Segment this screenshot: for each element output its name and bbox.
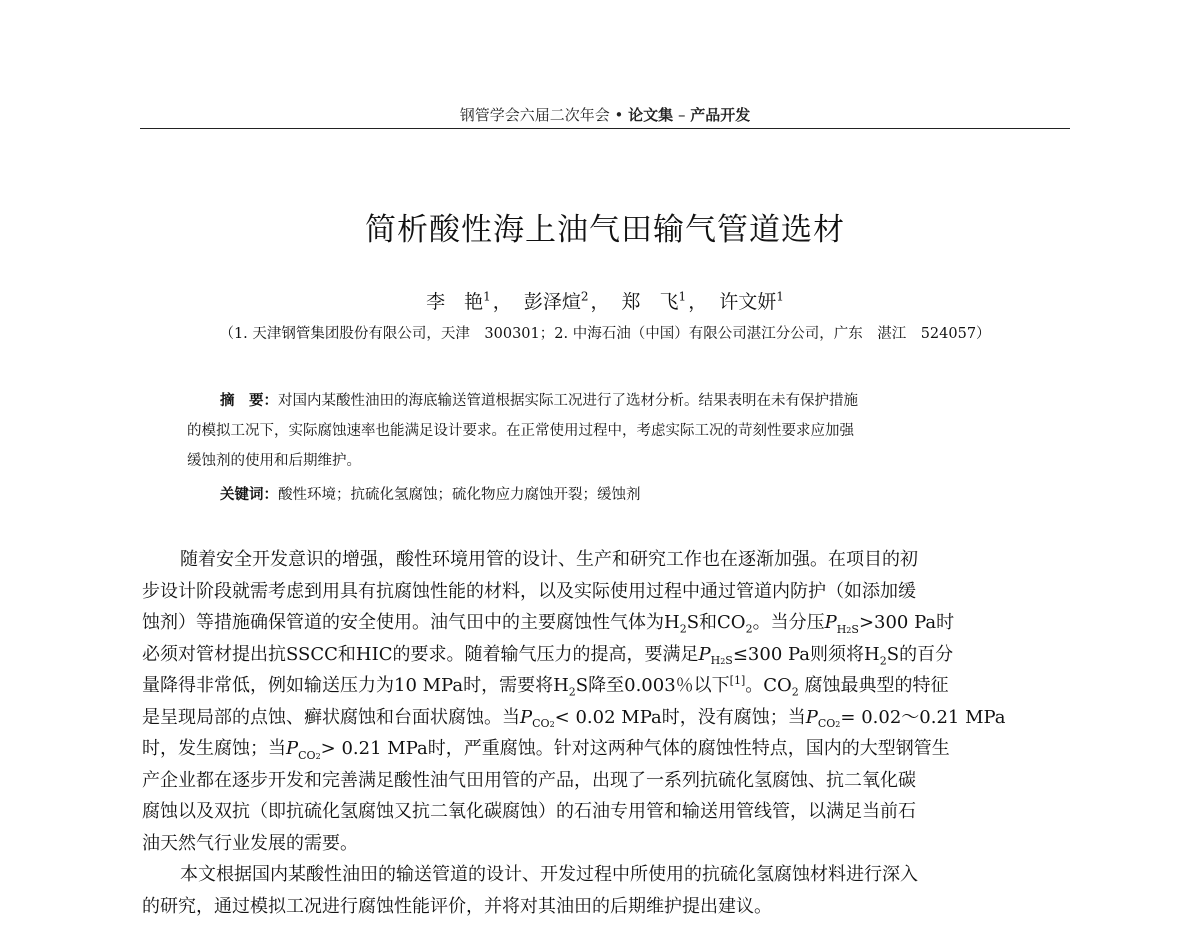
conference-name: 钢管学会六届二次年会 [459,106,610,124]
paper-title: 简析酸性海上油气田输气管道选材 [365,212,845,248]
paragraph-line: 是呈现局部的点蚀、癣状腐蚀和台面状腐蚀。当$P_{CO2}< 0.02$ MPa时，没有腐蚀；当$P_{CO2}=$ 0.02～0.21 MPa [142,706,1006,731]
paragraph-line: 的研究，通过模拟工况进行腐蚀性能评价，并将对其油田的后期维护提出建议。 [142,895,772,917]
paragraph-line: 量降得非常低，例如输送压力为10 MPa时，需要将$H_2S$降至0.003％以下[1]。$CO_2$ 腐蚀最典型的特征 [142,674,949,699]
author: 彭泽煊$^2$ [523,289,589,313]
author: 许文妍$^1$ [719,289,784,313]
author: 郑 飞$^1$ [621,289,687,313]
header-rule [140,128,1070,129]
keywords: 关键词：酸性环境；抗硫化氢腐蚀；硫化物应力腐蚀开裂；缓蚀剂 [220,487,641,503]
section-name: 产品开发 [690,106,751,124]
paragraph-line: 必须对管材提出抗SSCC和HIC的要求。随着输气压力的提高，要满足$P_{H2S}\le 300$ Pa则须将$H_2S$的百分 [142,643,954,668]
abstract-label: 摘 要： [220,393,278,409]
header-bullet: • [614,106,624,124]
paragraph-line: 产企业都在逐步开发和完善满足酸性油气田用管的产品，出现了一系列抗硫化氢腐蚀、抗二氧化碳 [142,769,916,791]
paragraph-line: 随着安全开发意识的增强，酸性环境用管的设计、生产和研究工作也在逐渐加强。在项目的初 [180,549,918,570]
collection-name: 论文集 [628,106,674,124]
author: 李 艳$^1$ [426,289,491,313]
paragraph-line: 腐蚀以及双抗（即抗硫化氢腐蚀又抗二氧化碳腐蚀）的石油专用管和输送用管线管，以满足当前石 [142,801,916,822]
author-list: 李 艳$^1$ ， 彭泽煊$^2$ ， 郑 飞$^1$ ， 许文妍$^1$ [140,287,1070,314]
running-header [140,104,1070,125]
affiliations: （1. 天津钢管集团股份有限公司，天津 300301；2. 中海石油（中国）有限公司湛江分公司，广东 湛江 524057） [219,326,991,342]
header-separator: – [677,106,686,124]
paragraph-line: 本文根据国内某酸性油田的输送管道的设计、开发过程中所使用的抗硫化氢腐蚀材料进行深入 [180,864,918,885]
paragraph-line: 步设计阶段就需考虑到用具有抗腐蚀性能的材料，以及实际使用过程中通过管道内防护（如添加缓 [142,580,916,602]
paragraph-line: 油天然气行业发展的需要。 [142,832,358,854]
abstract: 摘 要：对国内某酸性油田的海底输送管道根据实际工况进行了选材分析。结果表明在未有保护措施 的模拟工况下，实际腐蚀速率也能满足设计要求。在正常使用过程中，考虑实际工况的苛刻性要求应加强 缓蚀剂的使用和后期维护。 [187,393,858,469]
keywords-label: 关键词： [220,487,278,503]
paragraph-line: 时，发生腐蚀；当$P_{CO2}> 0.21$ MPa时，严重腐蚀。针对这两种气体的腐蚀性特点，国内的大型钢管生 [142,738,950,762]
paragraph-line: 蚀剂）等措施确保管道的安全使用。油气田中的主要腐蚀性气体为$H_2S$和$CO_2$。当分压$P_{H2S}>300$ Pa时 [142,612,955,636]
citation-ref: [1] [729,674,746,687]
body-text [142,544,1072,922]
